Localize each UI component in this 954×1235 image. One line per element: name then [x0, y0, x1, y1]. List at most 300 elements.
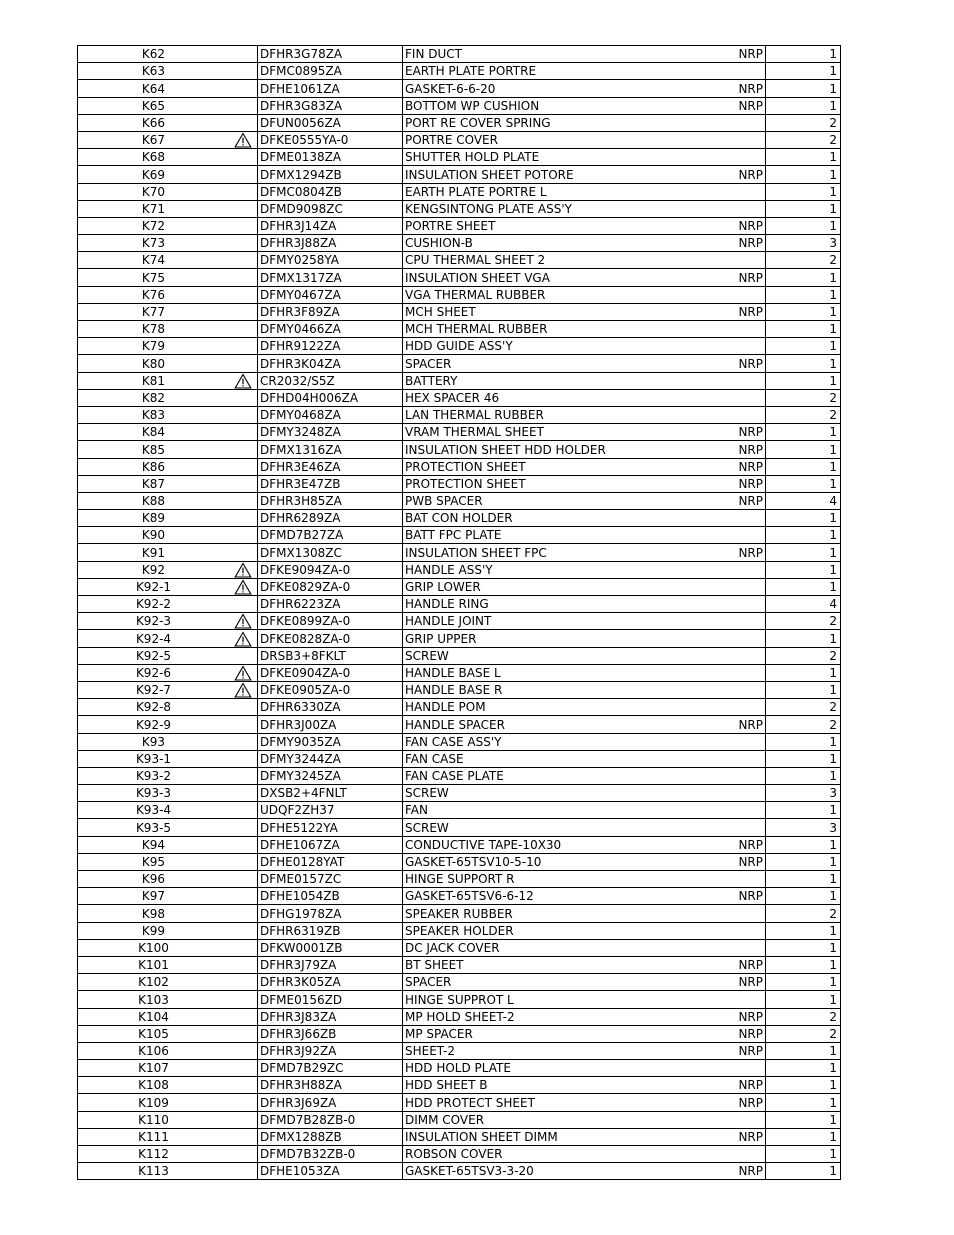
part-description: HINGE SUPPORT R [405, 872, 515, 887]
ref-no: K100 [138, 940, 169, 955]
ref-no: K68 [141, 150, 166, 165]
ref-no: K108 [138, 1078, 169, 1093]
qty-cell [766, 939, 841, 956]
quantity: 1 [829, 631, 837, 646]
ref-no: K92-1 [135, 580, 172, 594]
ref-cell [78, 853, 230, 870]
ref-no: K93-5 [135, 820, 172, 835]
part-description: HEX SPACER 46 [405, 390, 500, 405]
qty-cell [766, 355, 841, 372]
part-description: SCREW [405, 648, 449, 663]
quantity: 1 [829, 528, 837, 543]
qty-cell [766, 303, 841, 320]
part-description: BAT CON HOLDER [405, 511, 513, 526]
part-description: ROBSON COVER [405, 1147, 503, 1162]
qty-cell [766, 905, 841, 922]
ref-no: K97 [141, 889, 166, 904]
part-no: DFME0138ZA [260, 150, 342, 165]
qty-cell [766, 441, 841, 458]
caution-triangle-icon [234, 373, 252, 389]
table-row [78, 561, 841, 578]
quantity: 1 [829, 425, 837, 440]
nrp-mark: NRP [738, 442, 763, 457]
quantity: 2 [829, 1026, 837, 1041]
description-cell [403, 716, 766, 733]
nrp-mark: NRP [738, 270, 763, 285]
part-description: SPEAKER HOLDER [405, 923, 514, 938]
part-no: DFMX1288ZB [260, 1130, 342, 1144]
ref-no: K106 [138, 1044, 169, 1059]
safety-cell [229, 630, 258, 647]
qty-cell [766, 510, 841, 527]
table-row [78, 321, 841, 338]
ref-no: K94 [141, 837, 166, 852]
part-no-cell [258, 664, 403, 681]
part-description: INSULATION SHEET POTORE [405, 167, 574, 182]
ref-cell [78, 888, 230, 905]
part-no: DRSB3+8FKLT [260, 648, 346, 663]
safety-cell [229, 888, 258, 905]
qty-cell [766, 63, 841, 80]
table-row [78, 630, 841, 647]
table-row [78, 613, 841, 630]
part-no-cell [258, 235, 403, 252]
ref-cell [78, 441, 230, 458]
quantity: 1 [829, 270, 837, 285]
qty-cell [766, 733, 841, 750]
part-description: VRAM THERMAL SHEET [405, 425, 544, 440]
part-description: HDD GUIDE ASS'Y [405, 339, 513, 354]
ref-cell [78, 131, 230, 148]
ref-cell [78, 716, 230, 733]
part-no: UDQF2ZH37 [260, 803, 335, 818]
table-row [78, 424, 841, 441]
qty-cell [766, 458, 841, 475]
table-row [78, 681, 841, 698]
quantity: 1 [829, 201, 837, 216]
nrp-mark: NRP [738, 1078, 763, 1093]
part-no-cell [258, 1146, 403, 1163]
quantity: 1 [829, 837, 837, 852]
part-description: HANDLE RING [405, 597, 489, 612]
description-cell [403, 252, 766, 269]
nrp-mark: NRP [738, 1095, 763, 1110]
qty-cell [766, 785, 841, 802]
safety-cell [229, 235, 258, 252]
ref-no: K71 [141, 201, 166, 216]
description-cell [403, 1163, 766, 1180]
quantity: 1 [829, 734, 837, 749]
nrp-mark: NRP [738, 81, 763, 96]
ref-cell [78, 613, 230, 630]
qty-cell [766, 217, 841, 234]
part-description: MCH THERMAL RUBBER [405, 322, 548, 337]
qty-cell [766, 922, 841, 939]
safety-cell [229, 802, 258, 819]
safety-cell [229, 492, 258, 509]
description-cell [403, 303, 766, 320]
description-cell [403, 235, 766, 252]
ref-no: K93-4 [135, 803, 172, 818]
ref-no: K92-6 [135, 665, 172, 680]
nrp-mark: NRP [738, 1164, 763, 1179]
part-no-cell [258, 527, 403, 544]
quantity: 1 [829, 442, 837, 457]
part-no: DFMY3248ZA [260, 425, 341, 440]
part-description: PROTECTION SHEET [405, 459, 526, 474]
part-no: DFHR3F89ZA [260, 305, 340, 319]
safety-cell [229, 1060, 258, 1077]
part-no-cell [258, 46, 403, 63]
quantity: 1 [829, 219, 837, 234]
ref-cell [78, 544, 230, 561]
ref-cell [78, 922, 230, 939]
ref-no: K84 [141, 425, 166, 440]
safety-cell [229, 510, 258, 527]
table-row [78, 406, 841, 423]
table-row [78, 183, 841, 200]
part-no: DFHR6319ZB [260, 923, 341, 938]
table-row [78, 1111, 841, 1128]
ref-no: K65 [141, 98, 166, 113]
nrp-mark: NRP [738, 958, 763, 973]
qty-cell [766, 991, 841, 1008]
qty-cell [766, 389, 841, 406]
description-cell [403, 544, 766, 561]
part-no: DFHR3H88ZA [260, 1078, 342, 1093]
table-row [78, 819, 841, 836]
part-no: DFHR3H85ZA [260, 494, 342, 509]
safety-cell [229, 544, 258, 561]
part-description: CUSHION-B [405, 236, 473, 251]
table-row [78, 80, 841, 97]
safety-cell [229, 767, 258, 784]
quantity: 1 [829, 1061, 837, 1076]
ref-no: K107 [138, 1061, 169, 1076]
part-no: DFME0156ZD [260, 992, 343, 1007]
qty-cell [766, 252, 841, 269]
qty-cell [766, 527, 841, 544]
qty-cell [766, 424, 841, 441]
table-row [78, 888, 841, 905]
quantity: 1 [829, 64, 837, 79]
quantity: 2 [829, 390, 837, 405]
part-description: GRIP LOWER [405, 580, 481, 594]
nrp-mark: NRP [738, 459, 763, 474]
qty-cell [766, 561, 841, 578]
quantity: 1 [829, 305, 837, 319]
part-no: DFME0157ZC [260, 872, 342, 887]
part-description: VGA THERMAL RUBBER [405, 287, 546, 302]
ref-no: K112 [138, 1147, 169, 1162]
table-row [78, 149, 841, 166]
safety-cell [229, 956, 258, 973]
description-cell [403, 406, 766, 423]
part-description: CONDUCTIVE TAPE-10X30 [405, 837, 562, 852]
quantity: 4 [829, 597, 837, 612]
description-cell [403, 819, 766, 836]
part-no: DFMC0804ZB [260, 184, 342, 199]
safety-cell [229, 681, 258, 698]
caution-triangle-icon [234, 682, 252, 698]
nrp-mark: NRP [738, 47, 763, 62]
quantity: 2 [829, 717, 837, 732]
part-no: CR2032/S5Z [260, 373, 335, 388]
ref-no: K89 [141, 511, 166, 526]
ref-cell [78, 681, 230, 698]
description-cell [403, 389, 766, 406]
quantity: 1 [829, 803, 837, 818]
part-no: DFHE0128YAT [260, 855, 345, 869]
ref-cell [78, 836, 230, 853]
ref-cell [78, 97, 230, 114]
part-no: DFHR3J79ZA [260, 958, 337, 973]
nrp-mark: NRP [738, 356, 763, 371]
nrp-mark: NRP [738, 855, 763, 869]
table-row [78, 269, 841, 286]
qty-cell [766, 974, 841, 991]
quantity: 1 [829, 511, 837, 526]
qty-cell [766, 578, 841, 595]
qty-cell [766, 716, 841, 733]
ref-cell [78, 630, 230, 647]
quantity: 1 [829, 356, 837, 371]
ref-cell [78, 114, 230, 131]
caution-triangle-icon [234, 631, 252, 647]
description-cell [403, 321, 766, 338]
description-cell [403, 613, 766, 630]
part-no-cell [258, 767, 403, 784]
table-row [78, 114, 841, 131]
quantity: 1 [829, 923, 837, 938]
part-no-cell [258, 1163, 403, 1180]
ref-cell [78, 510, 230, 527]
safety-cell [229, 596, 258, 613]
ref-cell [78, 252, 230, 269]
nrp-mark: NRP [738, 1026, 763, 1041]
qty-cell [766, 853, 841, 870]
qty-cell [766, 1042, 841, 1059]
part-no-cell [258, 1077, 403, 1094]
table-row [78, 991, 841, 1008]
quantity: 1 [829, 683, 837, 698]
part-no: DFMD7B29ZC [260, 1061, 344, 1076]
ref-no: K85 [141, 442, 166, 457]
ref-no: K95 [141, 855, 166, 869]
part-description: BATT FPC PLATE [405, 528, 502, 543]
part-description: INSULATION SHEET DIMM [405, 1130, 558, 1144]
description-cell [403, 1146, 766, 1163]
safety-cell [229, 1077, 258, 1094]
quantity: 3 [829, 820, 837, 835]
ref-no: K90 [141, 528, 166, 543]
part-no-cell [258, 922, 403, 939]
ref-no: K92-5 [135, 648, 172, 663]
table-row [78, 647, 841, 664]
part-description: SHUTTER HOLD PLATE [405, 150, 540, 165]
part-no-cell [258, 802, 403, 819]
ref-cell [78, 939, 230, 956]
part-description: HANDLE JOINT [405, 614, 492, 629]
description-cell [403, 561, 766, 578]
description-cell [403, 905, 766, 922]
description-cell [403, 596, 766, 613]
safety-cell [229, 114, 258, 131]
quantity: 1 [829, 167, 837, 182]
ref-cell [78, 235, 230, 252]
safety-cell [229, 1008, 258, 1025]
ref-no: K79 [141, 339, 166, 354]
part-description: KENGSINTONG PLATE ASS'Y [405, 201, 572, 216]
qty-cell [766, 699, 841, 716]
quantity: 2 [829, 648, 837, 663]
ref-no: K103 [138, 992, 169, 1007]
part-description: DC JACK COVER [405, 940, 500, 955]
safety-cell [229, 1163, 258, 1180]
qty-cell [766, 836, 841, 853]
nrp-mark: NRP [738, 717, 763, 732]
ref-cell [78, 750, 230, 767]
table-row [78, 956, 841, 973]
qty-cell [766, 97, 841, 114]
ref-cell [78, 905, 230, 922]
ref-no: K70 [141, 184, 166, 199]
qty-cell [766, 131, 841, 148]
table-row [78, 46, 841, 63]
quantity: 1 [829, 47, 837, 62]
qty-cell [766, 596, 841, 613]
ref-cell [78, 802, 230, 819]
safety-cell [229, 905, 258, 922]
part-description: PORT RE COVER SPRING [405, 115, 551, 130]
safety-cell [229, 561, 258, 578]
description-cell [403, 1060, 766, 1077]
part-no: DFHR3K05ZA [260, 975, 341, 990]
ref-cell [78, 596, 230, 613]
table-row [78, 1094, 841, 1111]
part-no: DFMX1316ZA [260, 442, 342, 457]
quantity: 2 [829, 614, 837, 629]
part-no: DFMD9098ZC [260, 201, 343, 216]
ref-cell [78, 1163, 230, 1180]
table-row [78, 544, 841, 561]
quantity: 2 [829, 253, 837, 268]
description-cell [403, 338, 766, 355]
qty-cell [766, 338, 841, 355]
safety-cell [229, 819, 258, 836]
qty-cell [766, 1025, 841, 1042]
table-row [78, 802, 841, 819]
description-cell [403, 767, 766, 784]
qty-cell [766, 647, 841, 664]
table-row [78, 200, 841, 217]
parts-list-table [77, 45, 841, 1180]
nrp-mark: NRP [738, 476, 763, 491]
ref-cell [78, 200, 230, 217]
ref-no: K73 [141, 236, 166, 251]
table-row [78, 63, 841, 80]
part-no: DFKE9094ZA-0 [260, 562, 351, 577]
part-no-cell [258, 871, 403, 888]
part-description: LAN THERMAL RUBBER [405, 408, 544, 423]
part-no-cell [258, 647, 403, 664]
table-row [78, 355, 841, 372]
part-description: MP SPACER [405, 1026, 473, 1041]
description-cell [403, 974, 766, 991]
ref-cell [78, 1060, 230, 1077]
nrp-mark: NRP [738, 236, 763, 251]
quantity: 3 [829, 786, 837, 801]
ref-no: K110 [138, 1112, 169, 1127]
caution-triangle-icon [234, 132, 252, 148]
caution-triangle-icon [234, 562, 252, 578]
ref-no: K63 [141, 64, 166, 79]
caution-triangle-icon [234, 665, 252, 681]
safety-cell [229, 664, 258, 681]
description-cell [403, 922, 766, 939]
quantity: 1 [829, 476, 837, 491]
part-no-cell [258, 630, 403, 647]
ref-cell [78, 286, 230, 303]
ref-no: K109 [138, 1095, 169, 1110]
qty-cell [766, 1094, 841, 1111]
quantity: 1 [829, 1130, 837, 1144]
part-no: DFHR3J92ZA [260, 1044, 337, 1059]
description-cell [403, 492, 766, 509]
table-row [78, 527, 841, 544]
description-cell [403, 991, 766, 1008]
part-no-cell [258, 1111, 403, 1128]
part-no-cell [258, 956, 403, 973]
part-no: DFMY0467ZA [260, 287, 341, 302]
quantity: 1 [829, 665, 837, 680]
description-cell [403, 97, 766, 114]
part-no-cell [258, 716, 403, 733]
table-row [78, 1042, 841, 1059]
part-no: DFKE0899ZA-0 [260, 614, 351, 629]
ref-no: K74 [141, 253, 166, 268]
part-description: HANDLE SPACER [405, 717, 505, 732]
part-no-cell [258, 424, 403, 441]
part-no-cell [258, 183, 403, 200]
nrp-mark: NRP [738, 494, 763, 509]
safety-cell [229, 1128, 258, 1145]
table-row [78, 871, 841, 888]
part-no-cell [258, 681, 403, 698]
part-description: HDD PROTECT SHEET [405, 1095, 535, 1110]
part-description: PORTRE SHEET [405, 219, 496, 234]
table-row [78, 1008, 841, 1025]
quantity: 1 [829, 1147, 837, 1162]
quantity: 1 [829, 98, 837, 113]
ref-no: K92-2 [135, 597, 172, 612]
table-row [78, 97, 841, 114]
parts-list-body [78, 46, 841, 1180]
ref-cell [78, 767, 230, 784]
safety-cell [229, 1146, 258, 1163]
table-row [78, 853, 841, 870]
quantity: 1 [829, 1164, 837, 1179]
quantity: 1 [829, 545, 837, 560]
safety-cell [229, 991, 258, 1008]
caution-triangle-icon [234, 613, 252, 629]
ref-cell [78, 699, 230, 716]
part-no: DFHR3J00ZA [260, 717, 337, 732]
table-row [78, 578, 841, 595]
part-description: HANDLE POM [405, 700, 486, 715]
description-cell [403, 217, 766, 234]
part-no-cell [258, 97, 403, 114]
